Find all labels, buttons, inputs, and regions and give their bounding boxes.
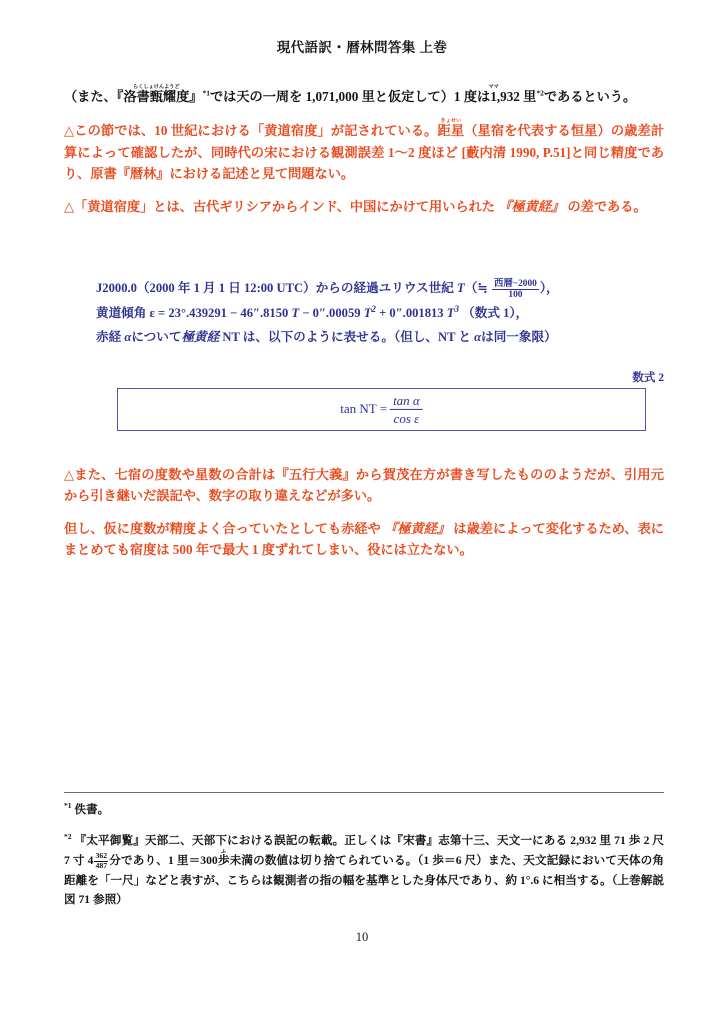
ruby-annotation-kyosei: きょせい bbox=[437, 118, 465, 125]
footnote-2 bbox=[64, 831, 664, 909]
obliquity-T1: T bbox=[291, 306, 300, 321]
julian-paren-close: ）， bbox=[539, 281, 559, 295]
paragraph-intro-mid: では天の一周を 1,071,000 里と仮定して）1 度は bbox=[209, 89, 491, 104]
obliquity-equation-tag: （数式 1）， bbox=[462, 306, 529, 321]
ra-part3: NT は、以下のように表せる。（但し、NT と bbox=[219, 330, 475, 345]
fraction-julian bbox=[492, 279, 539, 301]
paragraph-intro bbox=[64, 84, 664, 107]
footnote-1-text: 佚書。 bbox=[74, 803, 110, 816]
ruby-base-digit: 1 bbox=[488, 89, 499, 104]
ra-emphasis-title: 極黄経 bbox=[181, 330, 220, 345]
note1-part1: △この節では、10 世紀における「黄道宿度」が記されている。 bbox=[64, 123, 438, 139]
ruby-base-fu: 歩 bbox=[217, 853, 230, 867]
julian-paren-open: （≒ bbox=[464, 281, 491, 295]
ra-part2: について bbox=[131, 330, 182, 345]
formula-box bbox=[117, 388, 646, 431]
note1-part2: （星宿を代表する恒星）の歳差計算によって確認したが、同時代の宋における観測誤差 1〜2 度ほど [藪内清 1990, P.51]と同じ精度であり、原書『暦林』における記述と見て問題ない。 bbox=[64, 123, 665, 182]
ruby-annotation-mama: ママ bbox=[488, 84, 499, 90]
paragraph-intro-lead: （また、『 bbox=[64, 89, 124, 104]
paragraph-intro-tail: であるという。 bbox=[543, 89, 637, 104]
variable-alpha-2: α bbox=[474, 330, 482, 345]
math-line-right-ascension bbox=[96, 326, 666, 350]
obliquity-exponent-2: 2 bbox=[371, 303, 376, 314]
math-definitions-area bbox=[96, 277, 666, 350]
page-header-title: 現代語訳・暦林問答集 上巻 bbox=[276, 40, 448, 55]
obliquity-T2: T bbox=[363, 306, 372, 321]
ruby-base-kyosei: 距星 bbox=[437, 123, 465, 139]
footnote-2-text-part2: 分であり、1 里＝300 bbox=[109, 853, 218, 867]
formula-fraction-numerator: tan α bbox=[390, 392, 423, 410]
note2-part2: の差である。 bbox=[564, 198, 647, 214]
formula-caption: 数式 2 bbox=[632, 372, 664, 384]
note4-part2: は歳差によって変化するため、表にまとめても宿度は 500 年で最大 1 度ずれてしまい、役には立たない。 bbox=[64, 520, 664, 558]
note2-emphasis-title: 『極黄経』 bbox=[498, 198, 565, 214]
paragraph-intro-after-title: 』 bbox=[189, 89, 203, 104]
ra-part1: 赤経 bbox=[96, 330, 125, 345]
variable-T: T bbox=[457, 281, 465, 295]
obliquity-mid2: + 0″.001813 bbox=[379, 306, 444, 321]
footnote-2-fraction-denominator: 487 bbox=[95, 860, 108, 870]
fraction-denominator: 100 bbox=[508, 290, 523, 301]
footnote-2-text-part1: 『太平御覧』天部二、天部下における誤記の転載。正しくは『宋書』志第十三、天文一にある 2,932 里 71 歩 2 尺 7 寸 4 bbox=[64, 834, 664, 867]
ruby-mama bbox=[488, 84, 499, 104]
note4-emphasis-title: 『極黄経』 bbox=[384, 520, 451, 536]
math-line-julian-century bbox=[96, 277, 666, 301]
obliquity-mid: − 0″.00059 bbox=[302, 306, 361, 321]
ruby-kyosei bbox=[437, 118, 465, 139]
paragraph-note-4 bbox=[64, 518, 664, 561]
ruby-rakushokenyoudo bbox=[123, 84, 190, 104]
formula-fraction bbox=[390, 392, 423, 426]
footnote-1-marker: *1 bbox=[64, 801, 72, 811]
paragraph-note-3: △また、七宿の度数や星数の合計は『五行大義』から賀茂在方が書き写したもののようだが、引用元から引き継いだ誤記や、数字の取り違えなどが多い。 bbox=[64, 467, 664, 504]
ruby-base-text: 洛書甄耀度 bbox=[123, 89, 190, 104]
note2-part1: △「黄道宿度」とは、古代ギリシアからインド、中国にかけて用いられた bbox=[64, 198, 499, 214]
footnote-1 bbox=[64, 800, 664, 819]
obliquity-T3: T bbox=[446, 306, 455, 321]
math-line-obliquity bbox=[96, 301, 666, 326]
ruby-fu bbox=[217, 848, 230, 867]
footnotes-area bbox=[64, 800, 664, 921]
footnote-reference-1[interactable]: *1 bbox=[202, 88, 210, 98]
ruby-annotation-fu: ふ bbox=[217, 848, 230, 855]
footnote-2-text-part3: 未満の数値は切り捨てられている。（1 歩＝6 尺）また、天文記録において天体の角距離を「一尺」などと表すが、こちらは観測者の指の幅を基準とした身体尺であり、約 1°.6 に相当する。（上巻解説 図 71 参照） bbox=[64, 853, 664, 907]
paragraph-intro-mid2: ,932 里 bbox=[496, 89, 537, 104]
body-text-area bbox=[64, 84, 664, 228]
fraction-numerator: 西暦−2000 bbox=[494, 278, 537, 289]
paragraph-note-1 bbox=[64, 118, 664, 184]
variable-alpha: α bbox=[124, 330, 132, 345]
page-number: 10 bbox=[355, 930, 369, 944]
footnote-2-fraction bbox=[94, 852, 108, 870]
footnote-separator bbox=[64, 792, 664, 793]
note4-part1: 但し、仮に度数が精度よく合っていたとしても赤経や bbox=[64, 520, 385, 536]
footnote-2-marker: *2 bbox=[64, 832, 72, 842]
ra-part4: は同一象限） bbox=[481, 330, 557, 345]
formula-fraction-denominator: cos ε bbox=[393, 411, 420, 426]
obliquity-label: 黄道傾角 bbox=[96, 306, 147, 321]
lower-notes-area bbox=[64, 464, 664, 572]
ruby-annotation-text: らくしょけんようど bbox=[123, 84, 190, 90]
footnote-2-fraction-numerator: 362 bbox=[95, 851, 108, 861]
formula-equation bbox=[340, 392, 423, 426]
footnote-reference-2[interactable]: *2 bbox=[536, 88, 544, 98]
formula-left-hand-side: tan NT = bbox=[340, 400, 388, 416]
obliquity-exponent-3: 3 bbox=[454, 303, 459, 314]
obliquity-expression: ε = 23°.439291 − 46″.8150 bbox=[149, 306, 289, 321]
julian-century-text: J2000.0（2000 年 1 月 1 日 12:00 UTC）からの経過ユリウス世紀 bbox=[96, 281, 457, 295]
paragraph-note-2 bbox=[64, 196, 664, 217]
